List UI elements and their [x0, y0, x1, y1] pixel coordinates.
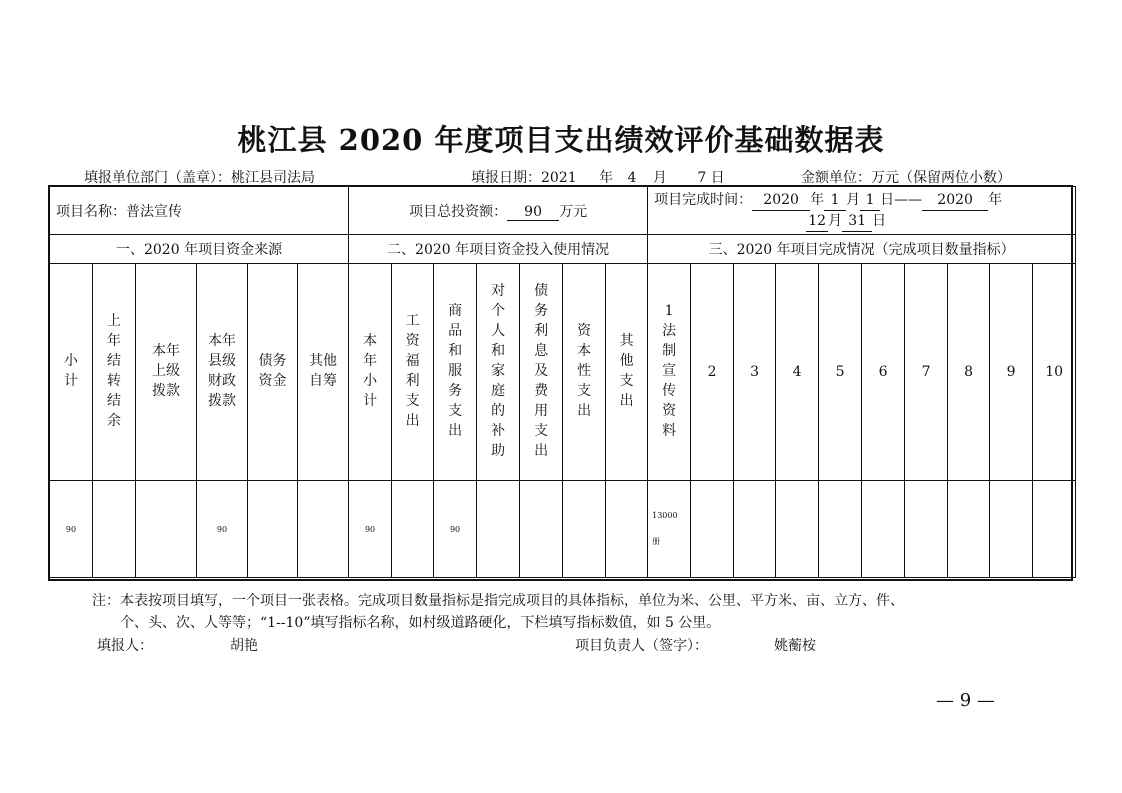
col-indicator-1: 1法制宣传资料: [648, 264, 691, 481]
cell-debt-interest: [520, 481, 563, 578]
col-personal-subsidy: 对个人和家庭的补助: [477, 264, 520, 481]
amount-unit: 金额单位：万元（保留两位小数）: [801, 170, 1011, 186]
col-superior-allocation: 本年上级拨款: [136, 264, 197, 481]
cell-source-subtotal: 90: [50, 481, 93, 578]
col-indicator-7: 7: [905, 264, 948, 481]
col-debt-funds: 债务资金: [248, 264, 298, 481]
section-completion: 三、2020 年项目完成情况（完成项目数量指标）: [648, 235, 1076, 264]
project-name: 项目名称：普法宣传: [50, 187, 349, 235]
col-goods-services: 商品和服务支出: [434, 264, 477, 481]
col-debt-interest: 债务利息及费用支出: [520, 264, 563, 481]
reporting-date: 填报日期：2021 年 4 月 7 日: [471, 170, 725, 186]
col-wages: 工资福利支出: [392, 264, 434, 481]
cell-indicator-1: 13000 册: [648, 481, 691, 578]
col-self-raised: 其他自筹: [298, 264, 349, 481]
cell-usage-subtotal: 90: [349, 481, 392, 578]
data-table: [49, 186, 1076, 578]
cell-prev-balance: [93, 481, 136, 578]
col-other-expense: 其他支出: [606, 264, 648, 481]
col-indicator-4: 4: [776, 264, 819, 481]
leader-label: 项目负责人（签字）：: [575, 638, 708, 654]
col-usage-subtotal: 本年小计: [349, 264, 392, 481]
cell-self-raised: [298, 481, 349, 578]
page-title: 桃江县 2020 年度项目支出绩效评价基础数据表: [237, 123, 885, 157]
completion-time: 项目完成时间： 2020 年 1 月 1 日—— 2020 年 12 月 31 日: [648, 187, 1076, 235]
cell-personal-subsidy: [477, 481, 520, 578]
cell-goods-services: 90: [434, 481, 477, 578]
cell-capital: [563, 481, 606, 578]
col-indicator-2: 2: [691, 264, 734, 481]
col-indicator-9: 9: [990, 264, 1033, 481]
section-usage: 二、2020 年项目资金投入使用情况: [349, 235, 648, 264]
col-indicator-8: 8: [948, 264, 990, 481]
col-indicator-3: 3: [734, 264, 776, 481]
cell-wages: [392, 481, 434, 578]
reporting-unit: 填报单位部门（盖章）：桃江县司法局: [84, 170, 315, 186]
cell-county-allocation: 90: [197, 481, 248, 578]
col-indicator-5: 5: [819, 264, 862, 481]
cell-other-expense: [606, 481, 648, 578]
note-line-1: 注：本表按项目填写，一个项目一张表格。完成项目数量指标是指完成项目的具体指标，单位为米、公里、平方米、亩、立方、件、: [92, 593, 904, 609]
col-county-allocation: 本年县级财政拨款: [197, 264, 248, 481]
project-investment: 项目总投资额： 90 万元: [349, 187, 648, 235]
reporter-name: 胡艳: [230, 638, 258, 654]
note-line-2: 个、头、次、人等等；“1--10”填写指标名称，如村级道路硬化，下栏填写指标数值，如 5 公里。: [120, 615, 721, 631]
reporter-label: 填报人：: [97, 638, 153, 654]
col-capital: 资本性支出: [563, 264, 606, 481]
section-source: 一、2020 年项目资金来源: [50, 235, 349, 264]
leader-name: 姚蘅桉: [774, 638, 816, 654]
col-indicator-6: 6: [862, 264, 905, 481]
col-prev-balance: 上年结转结余: [93, 264, 136, 481]
cell-superior-allocation: [136, 481, 197, 578]
col-source-subtotal: 小计: [50, 264, 93, 481]
cell-debt-funds: [248, 481, 298, 578]
col-indicator-10: 10: [1033, 264, 1076, 481]
page-number: — 9 —: [936, 690, 995, 711]
